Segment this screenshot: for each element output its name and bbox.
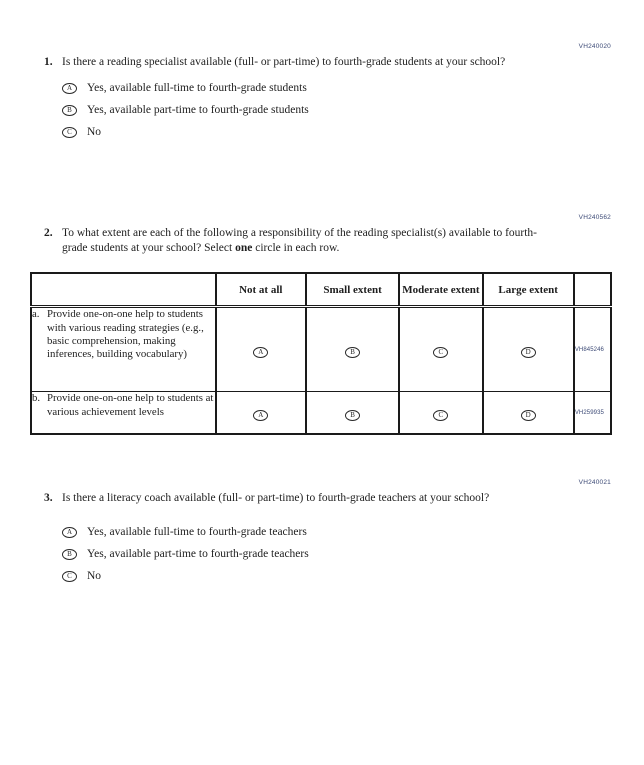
table-row xyxy=(31,307,611,392)
code-line xyxy=(0,206,644,221)
choice-cell xyxy=(306,307,399,392)
row-stub-cell xyxy=(31,392,216,435)
answer-bubble-a[interactable] xyxy=(253,347,268,358)
choice-cell xyxy=(483,307,574,392)
bubble-letter: A xyxy=(258,347,264,356)
bubble-letter: A xyxy=(66,527,73,536)
bubble-letter: B xyxy=(350,410,355,419)
choice-cell xyxy=(216,392,306,435)
answer-bubble-b[interactable] xyxy=(345,410,360,421)
question-2-section xyxy=(0,206,644,435)
row-code: VH845246 xyxy=(574,307,611,392)
answer-option xyxy=(62,570,644,582)
responsibility-table xyxy=(30,272,612,435)
answer-option xyxy=(62,548,644,560)
row-letter: a. xyxy=(32,308,40,321)
answer-label: Yes, available part-time to fourth-grade teachers xyxy=(87,548,309,561)
bubble-letter: B xyxy=(67,105,72,114)
table-header-row xyxy=(31,273,611,307)
bubble-letter: A xyxy=(258,410,264,419)
answer-bubble-c[interactable] xyxy=(62,127,77,138)
answer-bubble-d[interactable] xyxy=(521,347,536,358)
column-header-large-extent: Large extent xyxy=(483,273,574,307)
choice-cell xyxy=(399,307,482,392)
answer-bubble-b[interactable] xyxy=(345,347,360,358)
row-text: Provide one-on-one help to students with various reading strategies (e.g., basic comprehension, making inferences, building vocabulary) xyxy=(47,308,204,360)
code-line xyxy=(0,471,644,486)
answer-bubble-b[interactable] xyxy=(62,105,77,116)
question-2 xyxy=(44,226,644,256)
answer-option xyxy=(62,104,644,116)
question-text xyxy=(62,226,537,256)
question-1-options xyxy=(62,82,644,138)
question-1 xyxy=(44,55,644,70)
question-number: 1. xyxy=(44,56,53,68)
choice-cell xyxy=(306,392,399,435)
question-code: VH240562 xyxy=(578,214,611,221)
answer-bubble-a[interactable] xyxy=(62,83,77,94)
answer-option xyxy=(62,82,644,94)
answer-label: Yes, available full-time to fourth-grade students xyxy=(87,82,307,95)
bubble-letter: D xyxy=(525,347,531,356)
choice-cell xyxy=(216,307,306,392)
question-text: Is there a reading specialist available (full- or part-time) to fourth-grade students at your school? xyxy=(62,56,506,68)
answer-bubble-a[interactable] xyxy=(62,527,77,538)
question-3 xyxy=(44,491,644,506)
answer-option xyxy=(62,526,644,538)
answer-bubble-d[interactable] xyxy=(521,410,536,421)
row-code: VH259935 xyxy=(574,392,611,435)
header-stub-cell xyxy=(31,273,216,307)
answer-bubble-b[interactable] xyxy=(62,549,77,560)
answer-option xyxy=(62,126,644,138)
answer-label: No xyxy=(87,570,102,583)
question-code: VH240020 xyxy=(578,43,611,50)
answer-bubble-c[interactable] xyxy=(433,410,448,421)
bubble-letter: D xyxy=(525,410,531,419)
answer-bubble-a[interactable] xyxy=(253,410,268,421)
bubble-letter: C xyxy=(67,127,72,136)
question-text: Is there a literacy coach available (full- or part-time) to fourth-grade teachers at your school? xyxy=(62,492,490,504)
header-code-cell xyxy=(574,273,611,307)
bubble-letter: A xyxy=(66,83,73,92)
row-stub-cell xyxy=(31,307,216,392)
column-header-moderate-extent: Moderate extent xyxy=(399,273,482,307)
question-1-section xyxy=(0,35,644,138)
bubble-letter: C xyxy=(438,347,444,356)
answer-bubble-c[interactable] xyxy=(433,347,448,358)
question-3-section xyxy=(0,471,644,582)
choice-cell xyxy=(399,392,482,435)
answer-label: No xyxy=(87,126,102,139)
bubble-letter: B xyxy=(67,549,72,558)
question-code: VH240021 xyxy=(578,479,611,486)
bubble-letter: B xyxy=(350,347,355,356)
question-number: 3. xyxy=(44,492,53,504)
question-number: 2. xyxy=(44,227,53,239)
bubble-letter: C xyxy=(438,410,444,419)
code-line xyxy=(0,35,644,50)
column-header-small-extent: Small extent xyxy=(306,273,399,307)
choice-cell xyxy=(483,392,574,435)
question-3-options xyxy=(62,526,644,582)
table-row xyxy=(31,392,611,435)
row-letter: b. xyxy=(32,392,41,405)
answer-label: Yes, available full-time to fourth-grade teachers xyxy=(87,526,307,539)
answer-label: Yes, available part-time to fourth-grade students xyxy=(87,104,309,117)
question-text-part: To what extent are each of the following a responsibility of the reading specialist(s) available to fourth-grade students at your school? Select xyxy=(62,227,538,255)
bubble-letter: C xyxy=(67,571,72,580)
question-text-part: circle in each row. xyxy=(252,242,340,255)
column-header-not-at-all: Not at all xyxy=(216,273,306,307)
row-text: Provide one-on-one help to students at various achievement levels xyxy=(47,392,214,418)
answer-bubble-c[interactable] xyxy=(62,571,77,582)
question-text-bold: one xyxy=(235,242,253,255)
